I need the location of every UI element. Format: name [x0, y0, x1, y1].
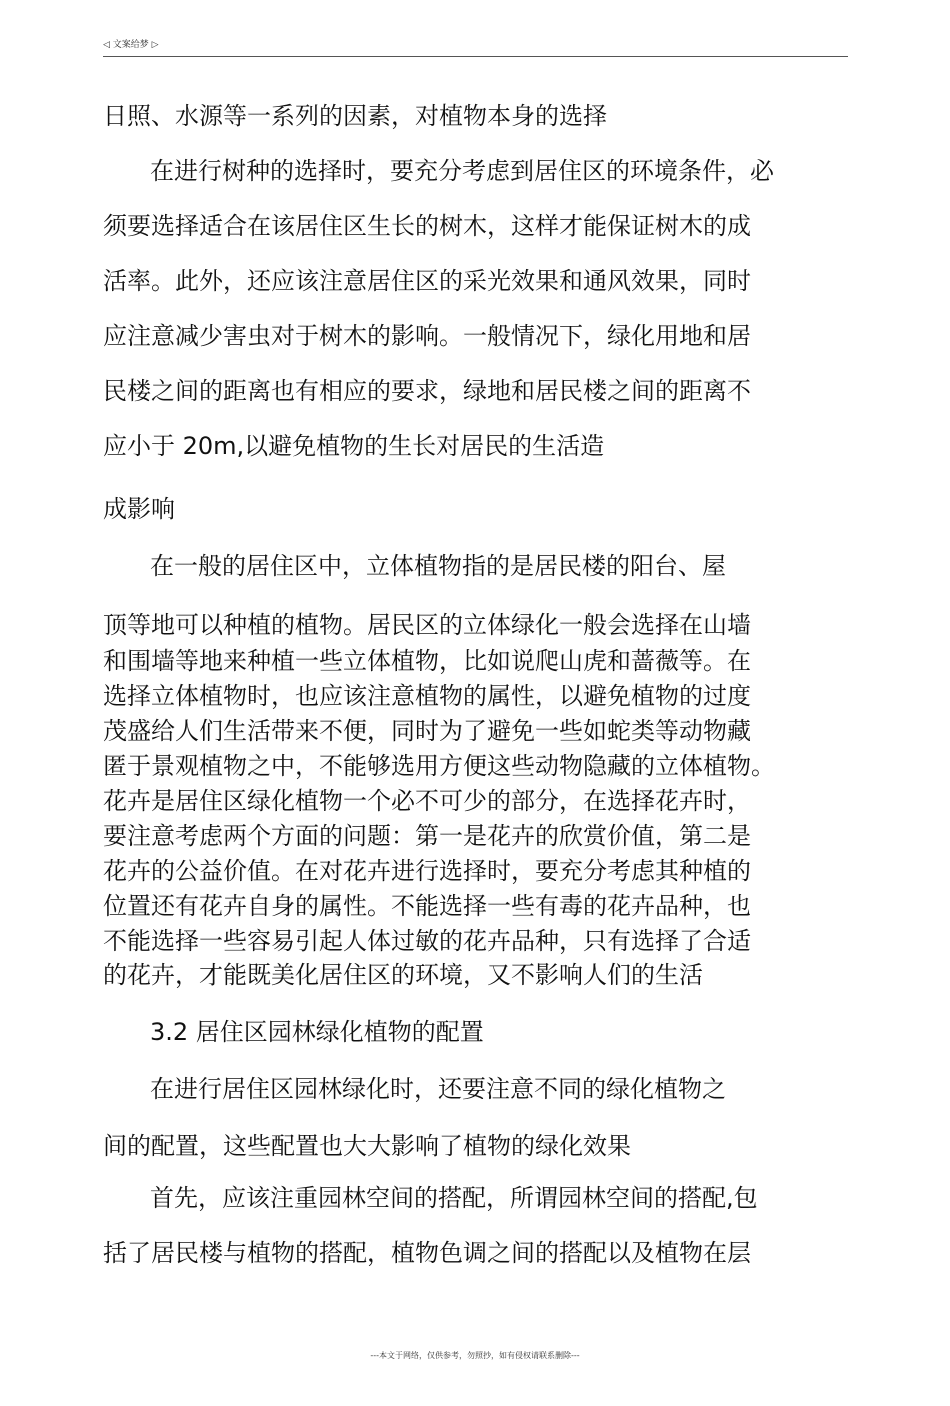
text-line: 位置还有花卉自身的属性。不能选择一些有毒的花卉品种，也: [103, 892, 751, 920]
page-header: [103, 38, 848, 57]
text-line: 首先，应该注重园林空间的搭配，所谓园林空间的搭配,包: [150, 1184, 758, 1212]
text-line: 成影响: [103, 495, 175, 523]
text-line: 括了居民楼与植物的搭配，植物色调之间的搭配以及植物在层: [103, 1239, 751, 1267]
text-line: 在进行树种的选择时，要充分考虑到居住区的环境条件，必: [150, 157, 774, 185]
text-line: 茂盛给人们生活带来不便，同时为了避免一些如蛇类等动物藏: [103, 717, 751, 745]
text-line: 活率。此外，还应该注意居住区的采光效果和通风效果，同时: [103, 267, 751, 295]
text-line: 在进行居住区园林绿化时，还要注意不同的绿化植物之: [150, 1075, 726, 1103]
text-line: 花卉的公益价值。在对花卉进行选择时，要充分考虑其种植的: [103, 857, 751, 885]
text-line: 不能选择一些容易引起人体过敏的花卉品种，只有选择了合适: [103, 927, 751, 955]
section-heading: 3.2 居住区园林绿化植物的配置: [150, 1018, 484, 1046]
text-line: 日照、水源等一系列的因素，对植物本身的选择: [103, 102, 607, 130]
text-line: 选择立体植物时，也应该注意植物的属性，以避免植物的过度: [103, 682, 751, 710]
text-line: 要注意考虑两个方面的问题：第一是花卉的欣赏价值，第二是: [103, 822, 751, 850]
header-logo-mark: ◁ 文案给梦 ▷: [103, 40, 159, 50]
page-footer-disclaimer: ---本文于网络，仅供参考，勿照抄，如有侵权请联系删除---: [370, 1351, 580, 1360]
text-line: 应注意减少害虫对于树木的影响。一般情况下，绿化用地和居: [103, 322, 751, 350]
text-line: 应小于 20m,以避免植物的生长对居民的生活造: [103, 432, 605, 460]
text-line: 间的配置，这些配置也大大影响了植物的绿化效果: [103, 1132, 631, 1160]
text-line: 在一般的居住区中，立体植物指的是居民楼的阳台、屋: [150, 552, 726, 580]
text-line: 花卉是居住区绿化植物一个必不可少的部分，在选择花卉时，: [103, 787, 751, 815]
text-line: 民楼之间的距离也有相应的要求，绿地和居民楼之间的距离不: [103, 377, 751, 405]
text-line: 匿于景观植物之中，不能够选用方便这些动物隐藏的立体植物。: [103, 752, 775, 780]
text-line: 的花卉，才能既美化居住区的环境，又不影响人们的生活: [103, 961, 703, 989]
text-line: 和围墙等地来种植一些立体植物，比如说爬山虎和蔷薇等。在: [103, 647, 751, 675]
text-line: 顶等地可以种植的植物。居民区的立体绿化一般会选择在山墙: [103, 611, 751, 639]
text-line: 须要选择适合在该居住区生长的树木，这样才能保证树木的成: [103, 212, 751, 240]
